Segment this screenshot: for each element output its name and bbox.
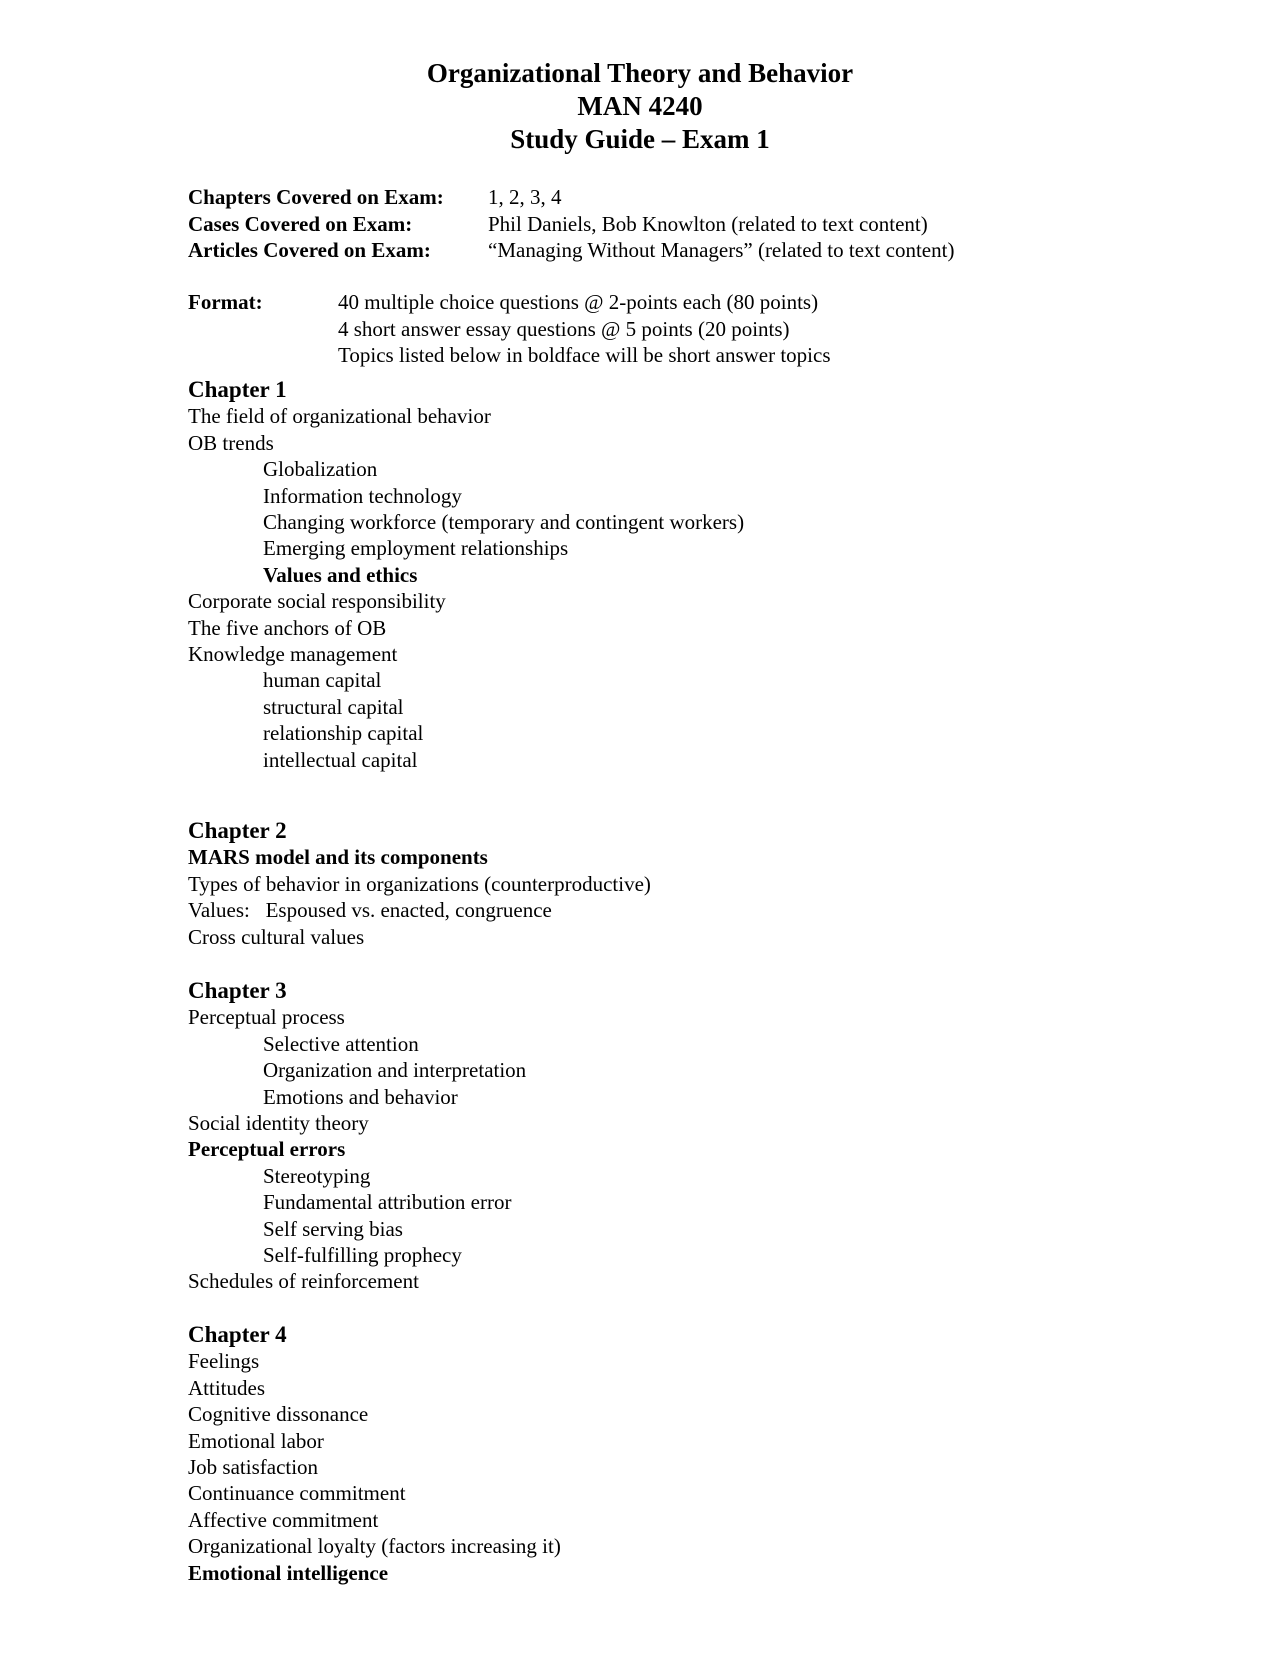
topic-item: Organizational loyalty (factors increasing it) — [188, 1534, 561, 1559]
subtopic-item: Changing workforce (temporary and contingent workers) — [263, 510, 745, 535]
subtopic-item: Information technology — [263, 483, 462, 508]
format-row — [188, 316, 831, 343]
topic-item: OB trends — [188, 430, 274, 455]
subtopic-item: relationship capital — [263, 721, 424, 746]
topic-item: Continuance commitment — [188, 1481, 406, 1506]
subtopic-item: Organization and interpretation — [263, 1058, 527, 1083]
subtopic-item: intellectual capital — [263, 747, 418, 772]
short-answer-topic: MARS model and its components — [188, 845, 488, 870]
course-code: MAN 4240 — [577, 91, 703, 121]
format-line: 4 short answer essay questions @ 5 points (20 points) — [338, 316, 790, 341]
chapter-heading: Chapter 3 — [188, 978, 287, 1003]
coverage-value: Phil Daniels, Bob Knowlton (related to text content) — [488, 211, 928, 236]
chapter-4-section — [188, 1322, 561, 1586]
subtopic-item: human capital — [263, 668, 382, 693]
topic-item: Social identity theory — [188, 1111, 369, 1136]
topic-item: Knowledge management — [188, 642, 398, 667]
coverage-row-articles — [188, 237, 954, 264]
subtopic-item: Self-fulfilling prophecy — [263, 1243, 462, 1268]
topic-item: Types of behavior in organizations (counterproductive) — [188, 871, 651, 896]
subtopic-item: Self serving bias — [263, 1216, 403, 1241]
topic-item: Attitudes — [188, 1375, 265, 1400]
topic-item: Perceptual process — [188, 1005, 345, 1030]
exam-format — [188, 289, 831, 369]
chapter-heading: Chapter 4 — [188, 1322, 287, 1347]
topic-item: The field of organizational behavior — [188, 404, 491, 429]
short-answer-topic: Perceptual errors — [188, 1137, 346, 1162]
subtopic-item: Stereotyping — [263, 1163, 371, 1188]
topic-item: Corporate social responsibility — [188, 589, 446, 614]
coverage-label: Articles Covered on Exam: — [188, 238, 431, 262]
document-title — [0, 57, 1280, 156]
format-label: Format: — [188, 290, 263, 314]
chapter-heading: Chapter 1 — [188, 377, 287, 402]
coverage-value: 1, 2, 3, 4 — [488, 185, 562, 209]
short-answer-subtopic: Values and ethics — [263, 562, 418, 587]
coverage-label: Chapters Covered on Exam: — [188, 185, 444, 209]
topic-item: Schedules of reinforcement — [188, 1269, 419, 1294]
topic-item: Feelings — [188, 1349, 260, 1374]
exam-coverage — [188, 184, 954, 264]
chapter-1-section — [188, 377, 744, 773]
coverage-value: “Managing Without Managers” (related to text content) — [488, 238, 955, 262]
topic-item: The five anchors of OB — [188, 615, 387, 640]
topic-item: Job satisfaction — [188, 1455, 319, 1480]
subtopic-item: Emotions and behavior — [263, 1084, 458, 1109]
subtopic-item: Selective attention — [263, 1031, 419, 1056]
coverage-label: Cases Covered on Exam: — [188, 211, 413, 236]
topic-item: Cross cultural values — [188, 924, 365, 949]
format-row — [188, 289, 831, 316]
coverage-row-chapters — [188, 184, 954, 211]
format-line: Topics listed below in boldface will be short answer topics — [338, 343, 831, 367]
guide-title: Study Guide – Exam 1 — [510, 124, 770, 154]
format-row — [188, 342, 831, 369]
topic-item: Emotional labor — [188, 1428, 324, 1453]
coverage-row-cases — [188, 211, 954, 238]
topic-item: Cognitive dissonance — [188, 1402, 369, 1427]
format-line: 40 multiple choice questions @ 2-points each (80 points) — [338, 290, 819, 314]
course-title: Organizational Theory and Behavior — [426, 58, 854, 88]
topic-item: Values: Espoused vs. enacted, congruence — [188, 898, 552, 923]
subtopic-item: Emerging employment relationships — [263, 536, 569, 561]
short-answer-topic: Emotional intelligence — [188, 1560, 389, 1585]
subtopic-item: Globalization — [263, 457, 378, 482]
chapter-3-section — [188, 978, 526, 1295]
topic-item: Affective commitment — [188, 1507, 379, 1532]
chapter-heading: Chapter 2 — [188, 818, 287, 843]
chapter-2-section — [188, 818, 651, 950]
subtopic-item: Fundamental attribution error — [263, 1190, 512, 1215]
subtopic-item: structural capital — [263, 694, 404, 719]
